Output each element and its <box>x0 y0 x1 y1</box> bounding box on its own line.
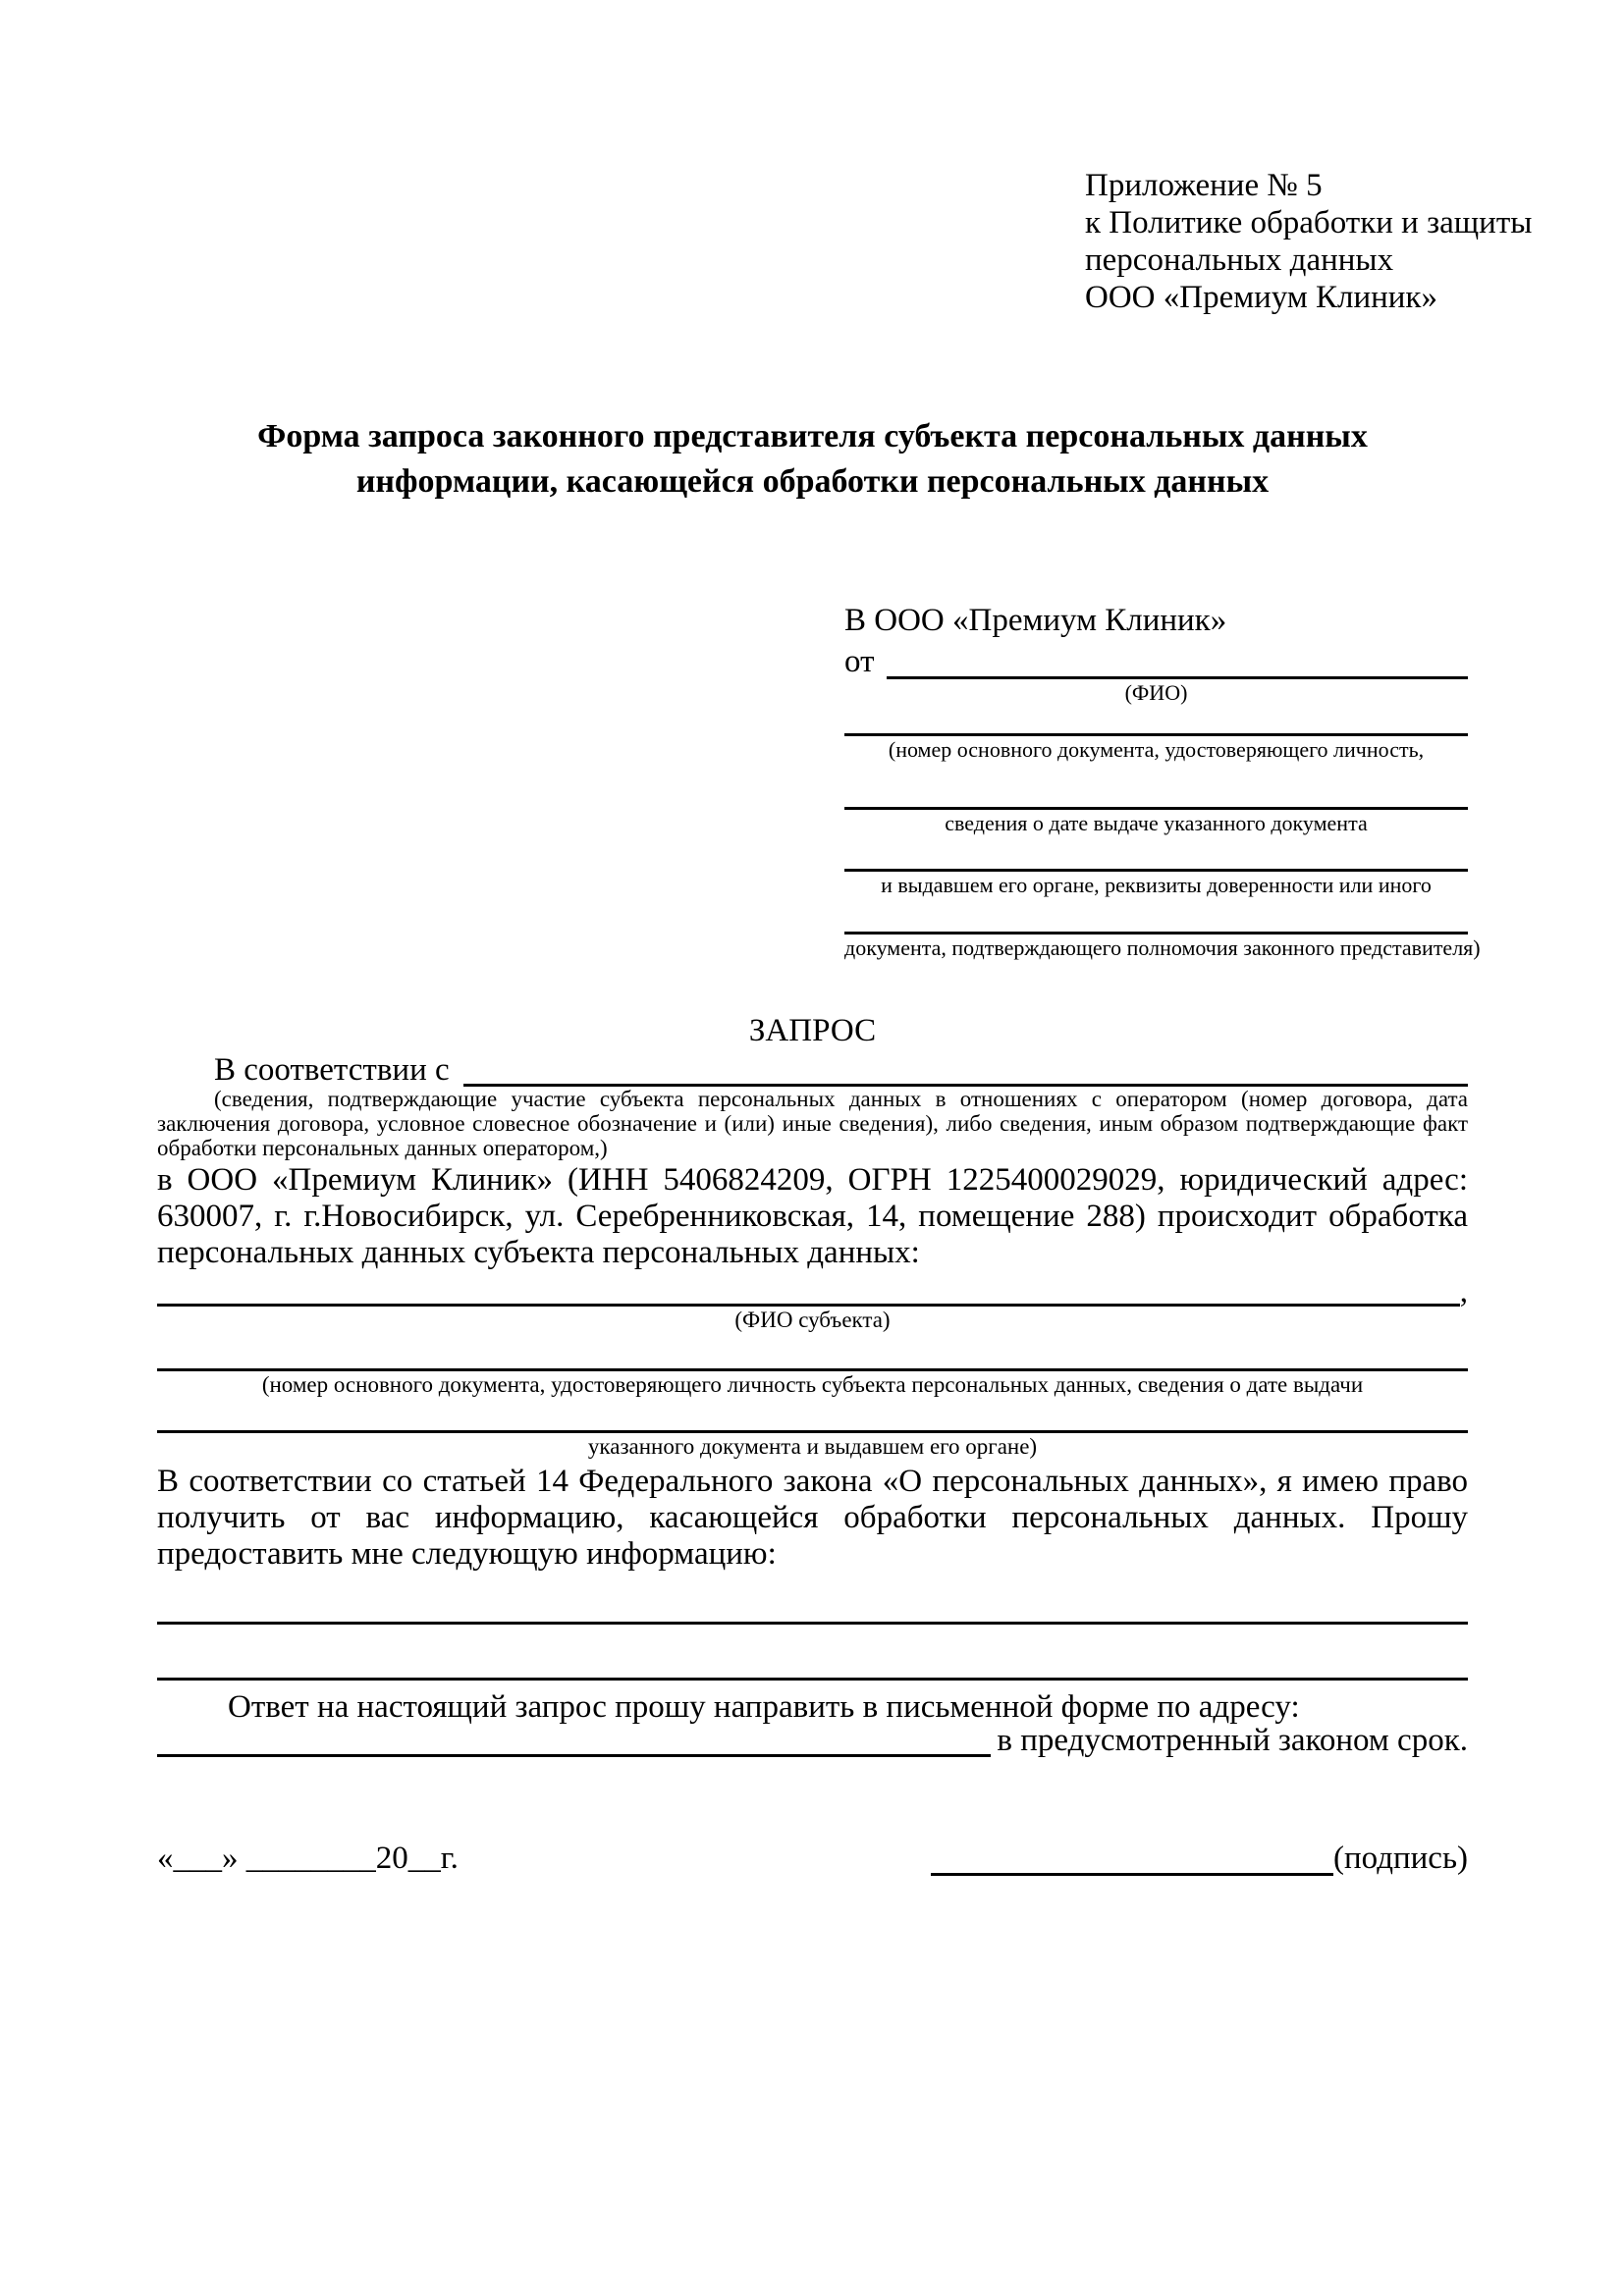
representative-document-caption-4: документа, подтверждающего полномочия законного представителя) <box>844 935 1481 960</box>
from-label: от <box>844 644 875 679</box>
law-paragraph: В соответствии со статьей 14 Федерального закона «О персональных данных», я имею право получить от вас информацию, касающейся обработки персональных данных. Прошу предоставить мне следующую информацию: <box>157 1464 1468 1572</box>
subject-name-line <box>157 1297 1460 1307</box>
subject-fio-caption: (ФИО субъекта) <box>734 1308 891 1332</box>
reply-address-row <box>157 1723 1468 1758</box>
reply-tail-text: в предусмотренный законом срок. <box>997 1723 1468 1758</box>
subject-document-caption-line-2: указанного документа и выдавшем его органе) <box>587 1434 1038 1459</box>
signature-caption: (подпись) <box>1333 1841 1468 1876</box>
fio-caption: (ФИО) <box>1124 680 1188 705</box>
basis-line <box>463 1077 1468 1087</box>
appendix-line-4: ООО «Премиум Клиник» <box>1085 280 1437 315</box>
date-field: «___» ________20__г. <box>157 1841 459 1876</box>
appendix-line-3: персональных данных <box>1085 242 1394 278</box>
document-title-line-2: информации, касающейся обработки персональных данных <box>355 463 1270 500</box>
addressee-organization: В ООО «Премиум Клиник» <box>844 603 1227 638</box>
basis-row <box>157 1049 1468 1087</box>
subject-document-caption-line-1: (номер основного документа, удостоверяющего личность субъекта персональных данных, сведения о дате выдачи <box>261 1372 1364 1397</box>
from-row <box>844 640 1468 679</box>
signature-line <box>931 1866 1333 1876</box>
representative-name-line <box>887 669 1469 679</box>
comma: , <box>1459 1274 1468 1309</box>
representative-document-caption-3: и выдавшем его органе, реквизиты доверенности или иного <box>881 873 1432 897</box>
document-title <box>157 414 1468 505</box>
information-line-2 <box>157 1678 1468 1681</box>
appendix-line-2: к Политике обработки и защиты <box>1085 205 1533 240</box>
document-title-line-1: Форма запроса законного представителя субъекта персональных данных <box>257 418 1368 454</box>
signature-row <box>157 1841 1468 1876</box>
signature-field <box>931 1841 1468 1876</box>
representative-document-caption-2: сведения о дате выдаче указанного документа <box>945 811 1368 835</box>
basis-caption: (сведения, подтверждающие участие субъекта персональных данных в отношениях с оператором (номер договора, дата заключения договора, условное словесное обозначение и (или) иные сведения), либо сведения, иным образом подтверждающие факт обработки персональных данных оператором,) <box>157 1087 1468 1160</box>
representative-document-caption-1: (номер основного документа, удостоверяющего личность, <box>888 737 1425 762</box>
subject-name-row <box>157 1271 1468 1307</box>
request-heading: ЗАПРОС <box>748 1013 877 1048</box>
information-line-1 <box>157 1622 1468 1625</box>
reply-paragraph: Ответ на настоящий запрос прошу направить в письменной форме по адресу: <box>228 1689 1300 1725</box>
appendix-header <box>1085 167 1533 316</box>
appendix-line-1: Приложение № 5 <box>1085 168 1323 203</box>
basis-label: В соответствии с <box>214 1052 450 1088</box>
addressee-block <box>844 601 1481 961</box>
operator-paragraph: в ООО «Премиум Клиник» (ИНН 5406824209, ОГРН 1225400029029, юридический адрес: 630007, г. г.Новосибирск, ул. Серебренниковская, 14, помещение 288) происходит обработка персональных данных субъекта персональных данных: <box>157 1162 1468 1270</box>
reply-address-line <box>157 1747 991 1757</box>
